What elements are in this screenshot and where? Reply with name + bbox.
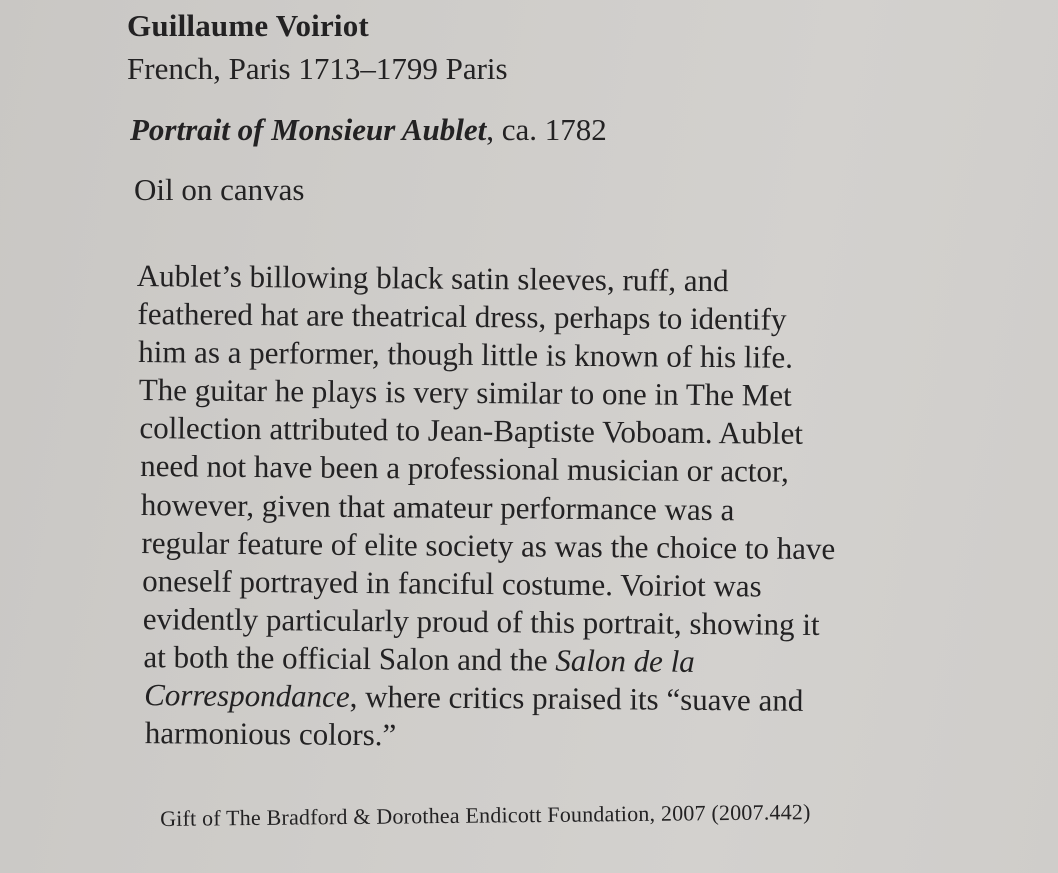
description-line: evidently particularly proud of this portrait, showing it bbox=[142, 600, 820, 642]
description-line: collection attributed to Jean-Baptiste Voboam. Aublet bbox=[139, 410, 804, 452]
description-line: need not have been a professional musician or actor, bbox=[140, 448, 789, 490]
description-text: at both the official Salon and the bbox=[143, 639, 556, 678]
description-line: however, given that amateur performance was a bbox=[140, 486, 735, 527]
description-line: regular feature of elite society as was the choice to have bbox=[141, 524, 836, 566]
artwork-title: Portrait of Monsieur Aublet bbox=[130, 112, 487, 147]
artist-name: Guillaume Voiriot bbox=[127, 8, 369, 43]
artwork-title-line bbox=[130, 112, 607, 148]
credit-line: Gift of The Bradford & Dorothea Endicott Foundation, 2007 (2007.442) bbox=[160, 799, 811, 831]
description-line: The guitar he plays is very similar to one in The Met bbox=[138, 372, 792, 413]
description-line: him as a performer, though little is known of his life. bbox=[138, 334, 794, 375]
artwork-description bbox=[133, 257, 937, 759]
artist-nationality-dates: French, Paris 1713–1799 Paris bbox=[127, 51, 508, 86]
salon-title-part-1: Salon de la bbox=[555, 642, 695, 679]
description-text: , where critics praised its “suave and bbox=[349, 678, 804, 718]
description-line: oneself portrayed in fanciful costume. Voiriot was bbox=[142, 562, 762, 604]
description-line: feathered hat are theatrical dress, perhaps to identify bbox=[137, 296, 787, 337]
artwork-medium: Oil on canvas bbox=[134, 172, 305, 207]
artwork-date: , ca. 1782 bbox=[486, 112, 607, 147]
description-line: harmonious colors.” bbox=[144, 715, 397, 753]
salon-title-part-2: Correspondance bbox=[144, 677, 350, 714]
description-line: Aublet’s billowing black satin sleeves, ruff, and bbox=[136, 257, 729, 299]
